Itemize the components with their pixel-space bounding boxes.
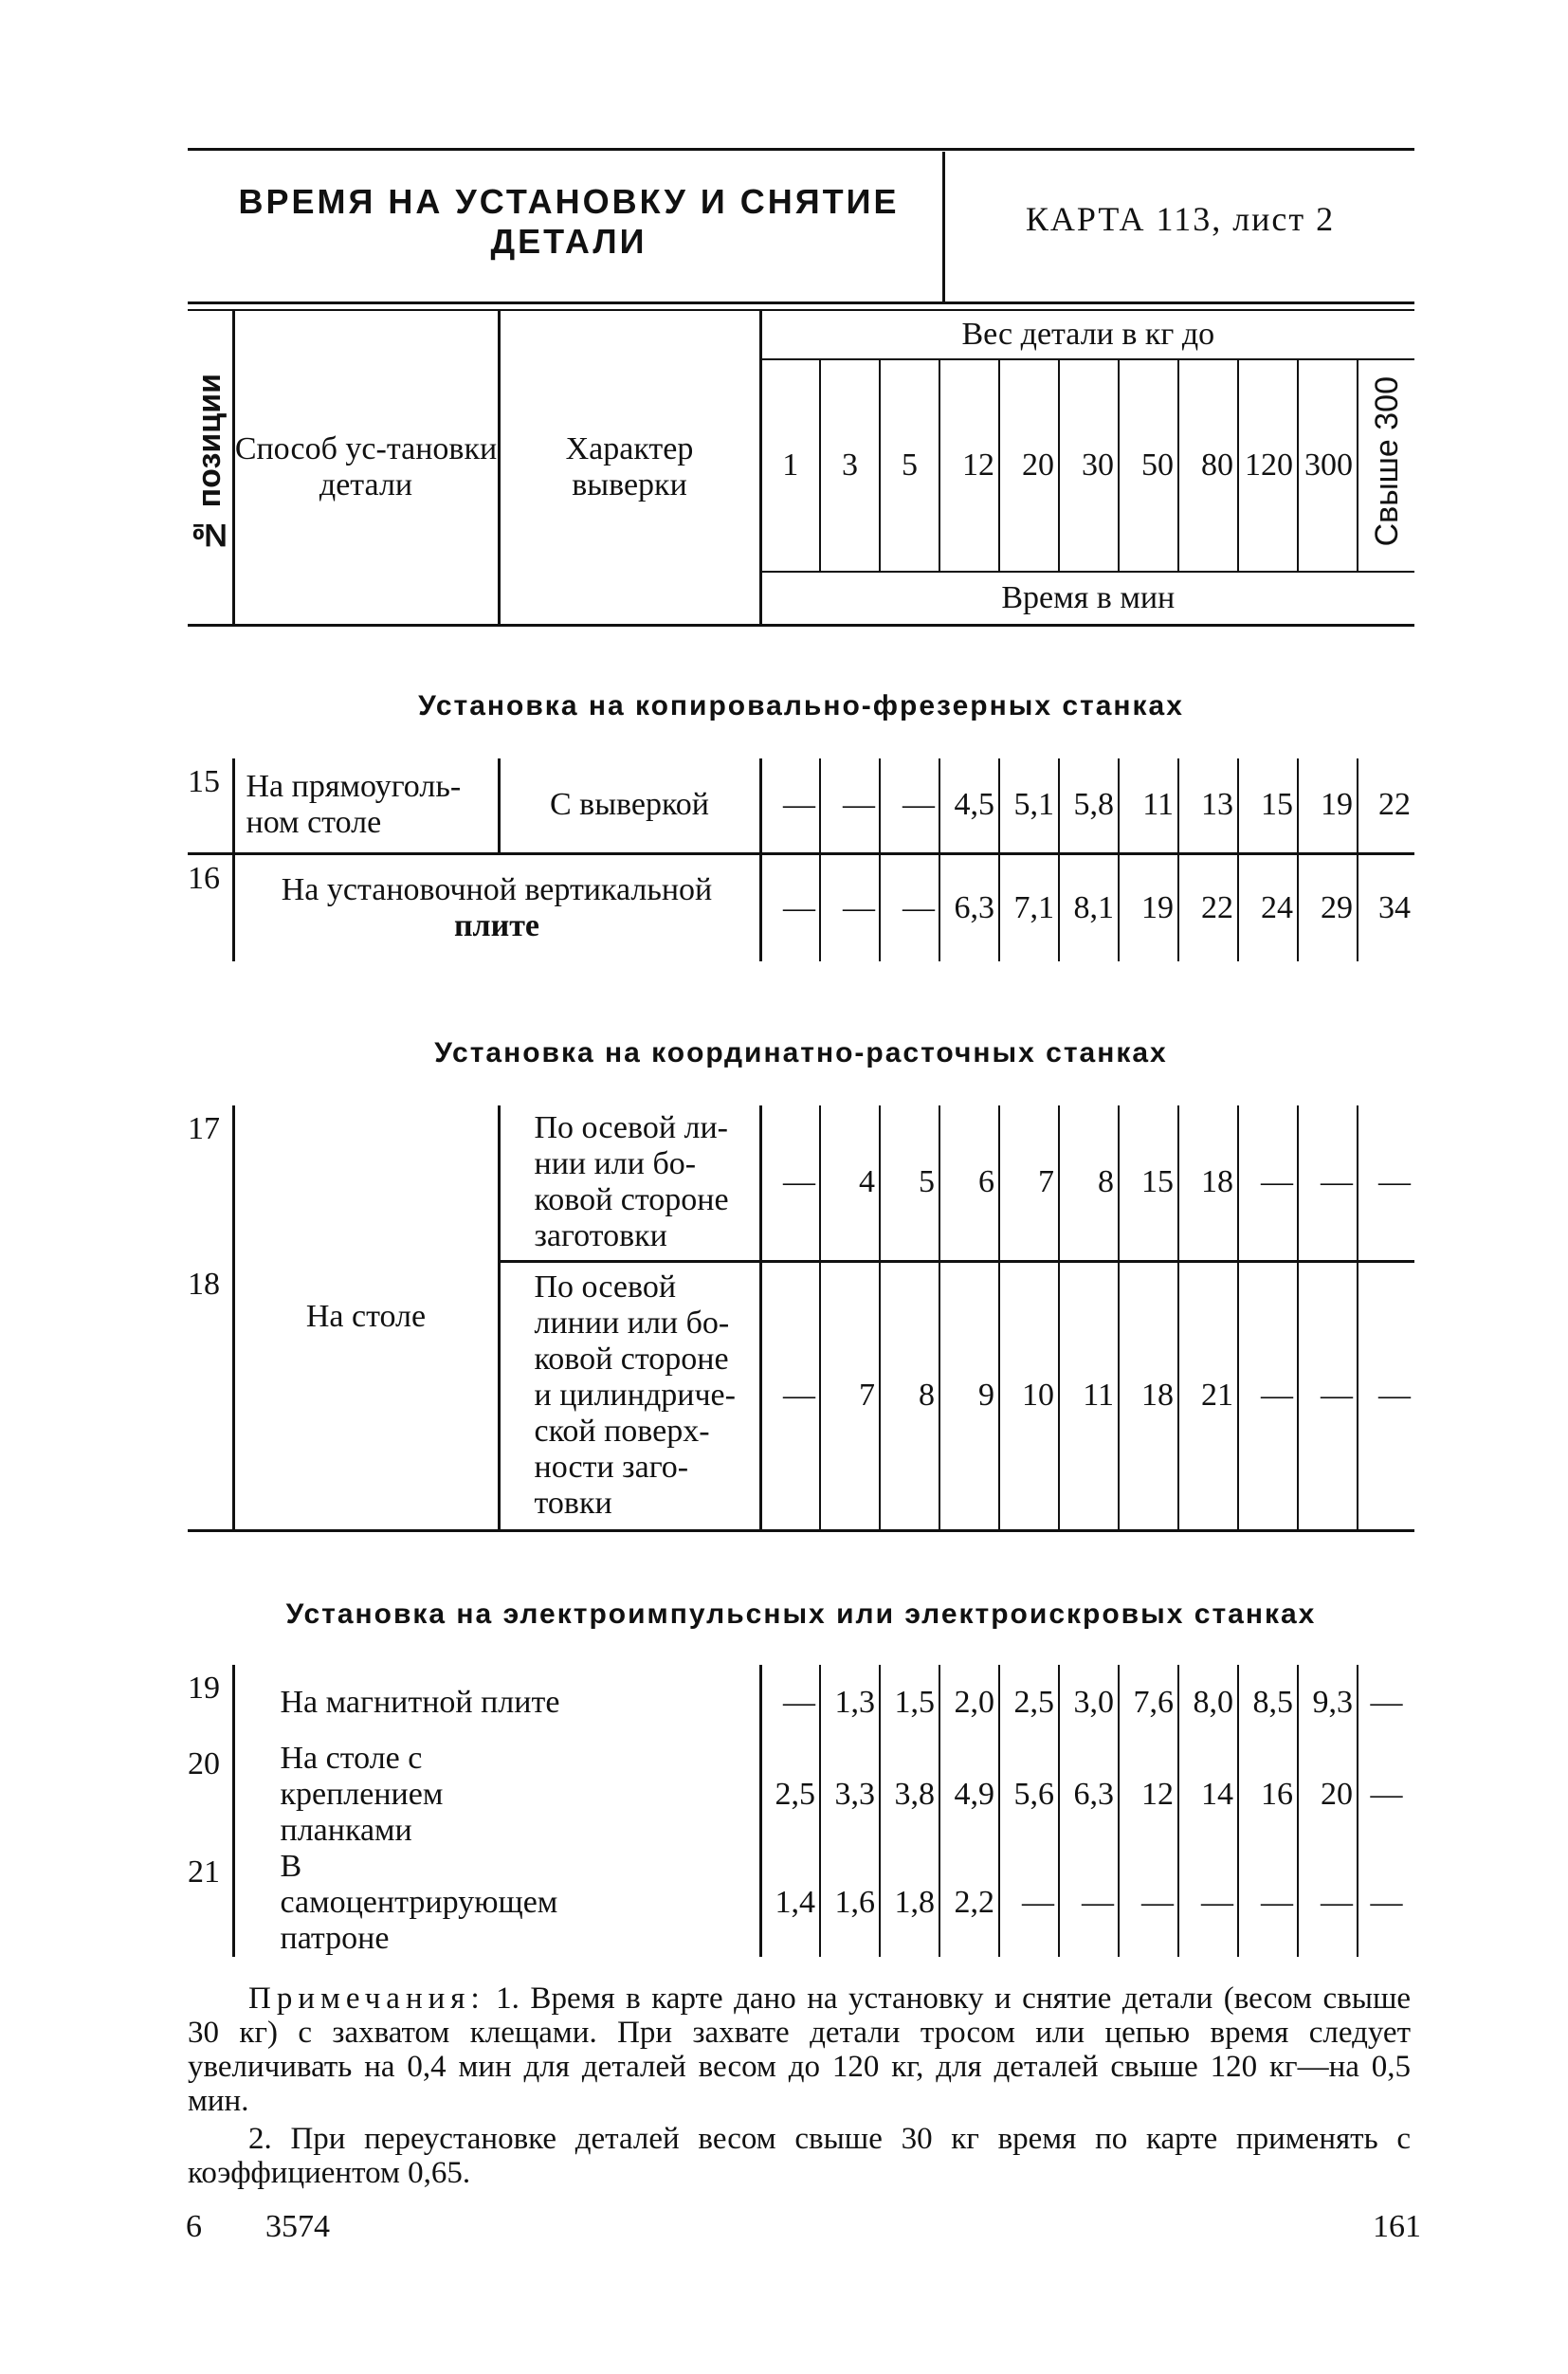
row-value: 3,3 xyxy=(820,1741,880,1849)
row-value: 6,3 xyxy=(1059,1741,1119,1849)
card-number: КАРТА 113, лист 2 xyxy=(1025,200,1336,238)
row-value: 9,3 xyxy=(1298,1665,1358,1741)
row-value: 1,8 xyxy=(880,1849,939,1957)
weight-header: Вес детали в кг до xyxy=(760,310,1414,359)
row-value: — xyxy=(820,853,880,961)
row-value: 18 xyxy=(1178,1105,1238,1261)
row-value: 2,0 xyxy=(939,1665,999,1741)
row-value: 5,6 xyxy=(999,1741,1059,1849)
table-row xyxy=(188,758,1414,853)
row-method: На столе xyxy=(233,1105,499,1530)
row-value: — xyxy=(999,1849,1059,1957)
table-row xyxy=(188,1665,1414,1741)
row-value: 1,6 xyxy=(820,1849,880,1957)
row-pos: 17 xyxy=(188,1111,220,1146)
row-value: 6 xyxy=(939,1105,999,1261)
card-title xyxy=(199,182,939,262)
row-value: 19 xyxy=(1298,758,1358,853)
row-value: — xyxy=(1358,1849,1414,1957)
row-value: 9 xyxy=(939,1261,999,1530)
row-value: 2,2 xyxy=(939,1849,999,1957)
row-value: — xyxy=(1238,1261,1298,1530)
weight-80: 80 xyxy=(1178,359,1238,572)
row-value: 22 xyxy=(1178,853,1238,961)
row-value: 8 xyxy=(880,1261,939,1530)
weight-5: 5 xyxy=(880,359,939,572)
note-1: Примечания: 1. Время в карте дано на установку и снятие детали (весом свыше 30 кг) с захватом клещами. При захвате детали тросом или цепью время следует увеличивать на 0,4 мин для деталей весом до 120 кг, для деталей свыше 120 кг—на 0,5 мин. xyxy=(188,1981,1411,2118)
row-pos: 21 xyxy=(188,1854,220,1890)
row-value: — xyxy=(760,1665,820,1741)
table-row xyxy=(188,1741,1414,1849)
card-title-line2: ДЕТАЛИ xyxy=(490,222,647,261)
row-value: — xyxy=(1298,1849,1358,1957)
row-value: — xyxy=(1358,1261,1414,1530)
note-2: 2. При переустановке деталей весом свыше 30 кг время по карте применять с коэффициентом 0,65. xyxy=(188,2122,1411,2190)
row-value: — xyxy=(760,758,820,853)
method-header: Способ ус-тановки детали xyxy=(233,310,499,625)
row-value: 2,5 xyxy=(999,1665,1059,1741)
section-1-table xyxy=(188,758,1414,961)
row-value: 16 xyxy=(1238,1741,1298,1849)
row-alignment: По осевой линии или бо-ковой стороне и цилиндриче-ской поверх-ности заго-товки xyxy=(499,1261,760,1530)
row-value: 8,5 xyxy=(1238,1665,1298,1741)
row-value: — xyxy=(760,853,820,961)
row-value: 22 xyxy=(1358,758,1414,853)
row-value: — xyxy=(760,1261,820,1530)
row-method: На магнитной плите xyxy=(233,1665,760,1741)
row-value: 15 xyxy=(1238,758,1298,853)
row-value: — xyxy=(1298,1261,1358,1530)
row-value: 12 xyxy=(1119,1741,1178,1849)
row-value: 3,8 xyxy=(880,1741,939,1849)
header-divider xyxy=(942,152,945,301)
table-row xyxy=(188,1849,1414,1957)
position-header: № позиции xyxy=(188,310,233,625)
row-value: 8 xyxy=(1059,1105,1119,1261)
row-pos: 18 xyxy=(188,1267,220,1302)
weight-1: 1 xyxy=(760,359,820,572)
row-value: — xyxy=(880,853,939,961)
section-title-3: Установка на электроимпульсных или электроискровых станках xyxy=(285,1598,1317,1630)
section-2-table xyxy=(188,1105,1414,1532)
row-value: — xyxy=(1298,1105,1358,1261)
row-value: 21 xyxy=(1178,1261,1238,1530)
weight-120: 120 xyxy=(1238,359,1298,572)
row-value: 18 xyxy=(1119,1261,1178,1530)
row-value: 7 xyxy=(999,1105,1059,1261)
section-title-2: Установка на координатно-расточных станках xyxy=(434,1037,1168,1068)
section-3-table xyxy=(188,1665,1414,1957)
row-value: 20 xyxy=(1298,1741,1358,1849)
row-value: — xyxy=(1238,1849,1298,1957)
weight-30: 30 xyxy=(1059,359,1119,572)
footer-sheet: 6 xyxy=(186,2209,202,2244)
row-value: 4,9 xyxy=(939,1741,999,1849)
row-value: — xyxy=(1178,1849,1238,1957)
row-value: 8,0 xyxy=(1178,1665,1238,1741)
row-value: 7,1 xyxy=(999,853,1059,961)
row-value: 7,6 xyxy=(1119,1665,1178,1741)
alignment-header: Характер выверки xyxy=(499,310,760,625)
row-value: 13 xyxy=(1178,758,1238,853)
weight-50: 50 xyxy=(1119,359,1178,572)
header-top-rule xyxy=(188,148,1414,151)
row-value: 1,3 xyxy=(820,1665,880,1741)
row-value: — xyxy=(880,758,939,853)
footer-code: 3574 xyxy=(265,2209,330,2244)
row-pos: 19 xyxy=(188,1671,220,1706)
row-value: 8,1 xyxy=(1059,853,1119,961)
row-value: — xyxy=(760,1105,820,1261)
row-value: 14 xyxy=(1178,1741,1238,1849)
row-method: На установочной вертикальной плите xyxy=(233,853,760,961)
row-pos: 16 xyxy=(188,860,220,896)
row-method: На прямоуголь-ном столе xyxy=(233,758,499,853)
row-value: 4 xyxy=(820,1105,880,1261)
row-value: 29 xyxy=(1298,853,1358,961)
row-value: — xyxy=(1358,1105,1414,1261)
time-header: Время в мин xyxy=(760,572,1414,625)
row-value: 2,5 xyxy=(760,1741,820,1849)
section-title-1: Установка на копировально-фрезерных станках xyxy=(418,690,1184,721)
row-value: 34 xyxy=(1358,853,1414,961)
row-value: — xyxy=(1358,1741,1414,1849)
row-value: 3,0 xyxy=(1059,1665,1119,1741)
row-value: 7 xyxy=(820,1261,880,1530)
row-value: 6,3 xyxy=(939,853,999,961)
table-row xyxy=(188,1105,1414,1261)
row-value: 15 xyxy=(1119,1105,1178,1261)
row-value: 19 xyxy=(1119,853,1178,961)
row-alignment: С выверкой xyxy=(499,758,760,853)
weight-300: 300 xyxy=(1298,359,1358,572)
row-value: 11 xyxy=(1059,1261,1119,1530)
row-method: В самоцентрирующем патроне xyxy=(233,1849,760,1957)
row-value: — xyxy=(1358,1665,1414,1741)
row-value: — xyxy=(1059,1849,1119,1957)
card-title-line1: ВРЕМЯ НА УСТАНОВКУ И СНЯТИЕ xyxy=(238,182,900,221)
page-number: 161 xyxy=(1373,2209,1421,2244)
table-row xyxy=(188,853,1414,961)
row-value: 4,5 xyxy=(939,758,999,853)
row-value: 1,4 xyxy=(760,1849,820,1957)
row-value: 11 xyxy=(1119,758,1178,853)
row-value: 24 xyxy=(1238,853,1298,961)
weight-20: 20 xyxy=(999,359,1059,572)
row-value: — xyxy=(1238,1105,1298,1261)
weight-3: 3 xyxy=(820,359,880,572)
row-value: — xyxy=(1119,1849,1178,1957)
row-pos: 20 xyxy=(188,1746,220,1781)
row-value: 5 xyxy=(880,1105,939,1261)
row-alignment: По осевой ли-нии или бо-ковой стороне заготовки xyxy=(499,1105,760,1261)
weight-12: 12 xyxy=(939,359,999,572)
row-value: 1,5 xyxy=(880,1665,939,1741)
column-header-table xyxy=(188,309,1414,627)
row-value: 10 xyxy=(999,1261,1059,1530)
row-method: На столе с креплением планками xyxy=(233,1741,760,1849)
row-value: — xyxy=(820,758,880,853)
notes xyxy=(188,1981,1411,2194)
row-value: 5,1 xyxy=(999,758,1059,853)
row-pos: 15 xyxy=(188,764,220,799)
header-bottom-rule xyxy=(188,301,1414,304)
weight-over-300: Свыше 300 xyxy=(1358,359,1414,572)
row-value: 5,8 xyxy=(1059,758,1119,853)
